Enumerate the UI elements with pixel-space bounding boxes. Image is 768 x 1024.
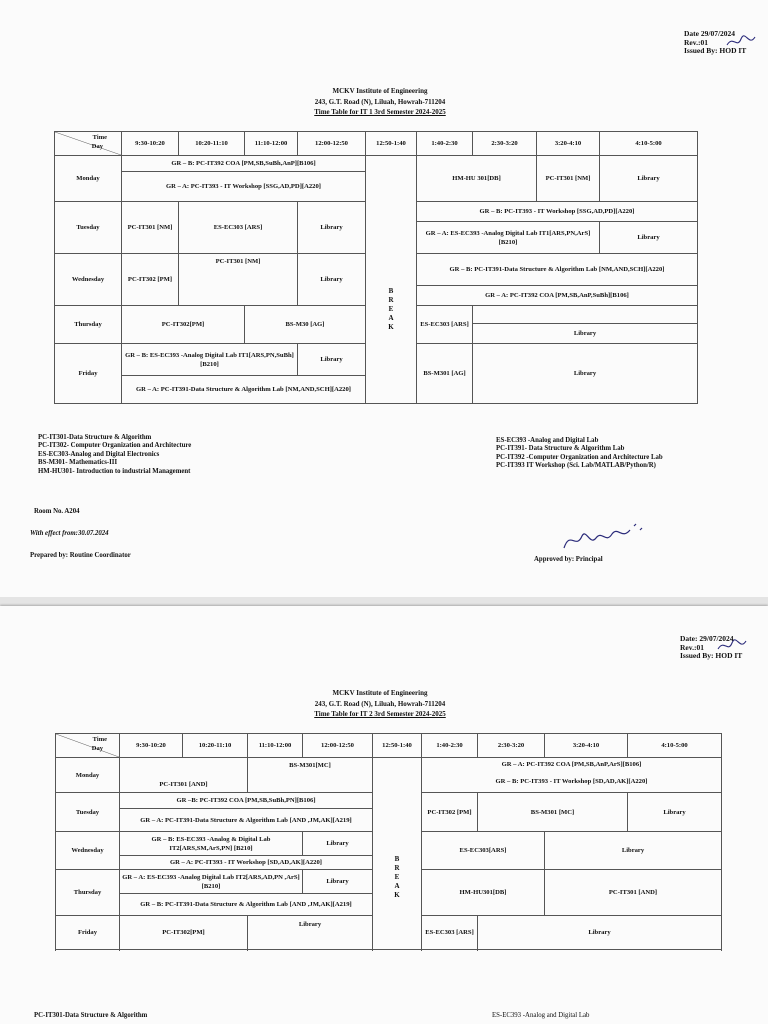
day-label: Monday [55, 156, 122, 202]
class-cell: Library [303, 832, 373, 856]
slot-header: 10:20-11:10 [183, 734, 248, 758]
lunch-break-column [373, 758, 422, 950]
class-cell: Library [545, 832, 722, 870]
class-cell: Library [600, 222, 698, 254]
class-cell: ES-EC303 [ARS] [422, 916, 478, 950]
timetable-title: Time Table for IT 1 3rd Semester 2024-2025 [314, 108, 446, 116]
corner-day: Day [91, 143, 103, 150]
legend-item: PC-IT302- Computer Organization and Architecture [38, 442, 192, 450]
date-label: Date: 29/07/2024 [680, 634, 734, 643]
class-cell: GR – A: PC-IT392 COA [PM,SB,AnP,SuBh][B106] [417, 286, 698, 306]
legend-item: HM-HU301- Introduction to industrial Management [38, 467, 191, 475]
legend-item: BS-M301- Mathematics-III [38, 459, 118, 467]
slot-header: 2:30-3:20 [473, 132, 537, 156]
slot-header: 9:30-10:20 [120, 734, 183, 758]
sheet-header [230, 688, 530, 720]
institute-address: 243, G.T. Road (N), Liluah, Howrah-711204 [314, 97, 446, 106]
class-cell: GR – B: PC-IT391-Data Structure & Algorithm Lab [NM,AND,SCH][A220] [417, 254, 698, 286]
class-cell: Library [628, 793, 722, 832]
day-label: Thursday [56, 870, 120, 916]
room-number: Room No. A204 [34, 508, 80, 515]
slot-header: 3:20-4:10 [545, 734, 628, 758]
class-cell: Library [298, 344, 366, 376]
class-cell: BS-M301 [MC] [478, 793, 628, 832]
subject-legend-right [492, 1012, 589, 1020]
institute-name: MCKV Institute of Engineering [332, 689, 428, 697]
timetable-sheet-it2 [0, 606, 768, 1024]
sheet-header [230, 86, 530, 118]
class-cell: Library [600, 156, 698, 202]
hod-signature [725, 33, 761, 51]
principal-signature [560, 520, 650, 556]
slot-header: 4:10-5:00 [628, 734, 722, 758]
break-letter: B [388, 287, 394, 295]
class-cell: Library [473, 344, 698, 404]
class-cell: PC-IT301 [NM] [179, 254, 298, 306]
class-cell: Library [298, 254, 366, 306]
class-cell: BS-M30 [AG] [245, 306, 366, 344]
class-cell: GR – B: ES-EC393 -Analog & Digital Lab IT2[ARS,SM,ArS,PN] [B210] [120, 832, 303, 856]
subject-legend-right [496, 437, 663, 471]
break-letter: A [394, 882, 400, 890]
class-cell: PC-IT301 [AND] [545, 870, 722, 916]
break-letter: E [388, 305, 394, 313]
slot-header: 12:50-1:40 [373, 734, 422, 758]
day-label: Monday [56, 758, 120, 793]
legend-item: PC-IT393 IT Workshop (Sci. Lab/MATLAB/Python/R) [496, 462, 656, 470]
break-letter: K [388, 323, 394, 331]
corner-day: Day [91, 745, 103, 752]
corner-cell [55, 132, 122, 156]
class-cell: PC-IT302[PM] [122, 306, 245, 344]
day-label: Thursday [55, 306, 122, 344]
prepared-by: Prepared by: Routine Coordinator [30, 552, 131, 559]
day-label: Friday [55, 344, 122, 404]
class-cell: GR – A: PC-IT391-Data Structure & Algorithm Lab [AND ,JM,AK][A219] [120, 809, 373, 832]
class-cell: GR – A: PC-IT391-Data Structure & Algorithm Lab [NM,AND,SCH][A220] [122, 376, 366, 404]
revision-label: Rev.:01 [680, 642, 704, 652]
slot-header: 10:20-11:10 [179, 132, 245, 156]
class-cell: GR – B: PC-IT391-Data Structure & Algorithm Lab [AND ,JM,AK][A219] [120, 894, 373, 916]
slot-header: 12:00-12:50 [303, 734, 373, 758]
class-cell: PC-IT302 [PM] [422, 793, 478, 832]
legend-item: PC-IT392 -Computer Organization and Architecture Lab [496, 453, 663, 461]
class-cell: BS-M301 [AG] [417, 344, 473, 404]
class-cell: GR – A: PC-IT393 - IT Workshop [SD,AD,AK][A220] [120, 856, 373, 870]
day-label: Wednesday [55, 254, 122, 306]
class-cell: PC-IT301 [AND] [120, 758, 248, 793]
effective-date: With effect from:30.07.2024 [30, 530, 109, 537]
class-cell: Library [298, 202, 366, 254]
class-cell: PC-IT301 [NM] [537, 156, 600, 202]
institute-address: 243, G.T. Road (N), Liluah, Howrah-711204 [314, 699, 446, 708]
subject-legend-left [38, 434, 191, 476]
class-cell: GR –B: PC-IT392 COA [PM,SB,SuBh,PN][B106] [120, 793, 373, 809]
class-cell: Library [473, 324, 698, 344]
class-cell: GR – B: ES-EC393 -Analog Digital Lab IT1[ARS,PN,SuBh] [B210] [122, 344, 298, 376]
subject-legend-left [34, 1012, 147, 1020]
institute-name: MCKV Institute of Engineering [332, 87, 428, 95]
class-cell: ES-EC303 [ARS] [417, 306, 473, 344]
break-letter: K [394, 891, 400, 899]
class-cell: PC-IT302 [PM] [122, 254, 179, 306]
legend-item: ES-EC393 -Analog and Digital Lab [496, 437, 599, 444]
legend-item: PC-IT391- Data Structure & Algorithm Lab [496, 445, 625, 453]
corner-time: Time [92, 736, 107, 743]
class-cell: GR – B: PC-IT393 - IT Workshop [SD,AD,AK][A220] [422, 771, 722, 793]
class-cell: BS-M301[MC] [248, 758, 373, 793]
class-cell: GR – B: PC-IT393 - IT Workshop [SSG,AD,PD][A220] [417, 202, 698, 222]
slot-header: 11:10-12:00 [248, 734, 303, 758]
class-cell: HM-HU301[DB] [422, 870, 545, 916]
break-letter: A [388, 314, 394, 322]
lunch-break-column [366, 156, 417, 404]
slot-header: 9:30-10:20 [122, 132, 179, 156]
slot-header: 1:40-2:30 [422, 734, 478, 758]
issued-by-label: Issued By: HOD IT [684, 46, 747, 56]
day-label: Tuesday [55, 202, 122, 254]
slot-header: 11:10-12:00 [245, 132, 298, 156]
class-cell: ES-EC303 [ARS] [179, 202, 298, 254]
corner-time: Time [92, 134, 107, 141]
slot-header: 2:30-3:20 [478, 734, 545, 758]
slot-header: 12:50-1:40 [366, 132, 417, 156]
class-cell: Library [478, 916, 722, 950]
issued-by-label: Issued By: HOD IT [680, 651, 743, 661]
class-cell: GR – A: PC-IT392 COA [PM,SB,AnP,ArS][B106] [422, 758, 722, 771]
class-cell: Library [248, 916, 373, 950]
hod-signature [716, 637, 752, 655]
timetable-title: Time Table for IT 2 3rd Semester 2024-2025 [314, 710, 446, 718]
class-cell: GR – A: PC-IT393 - IT Workshop [SSG,AD,PD][A220] [122, 172, 366, 202]
class-cell: GR – B: PC-IT392 COA [PM,SB,SuBh,AnP][B106] [122, 156, 366, 172]
class-cell: HM-HU 301[DB] [417, 156, 537, 202]
class-cell: GR – A: ES-EC393 -Analog Digital Lab IT2[ARS,AD,PN ,ArS] [B210] [120, 870, 303, 894]
class-cell: PC-IT301 [NM] [122, 202, 179, 254]
legend-item: ES-EC393 -Analog and Digital Lab [492, 1012, 590, 1019]
class-cell: PC-IT302[PM] [120, 916, 248, 950]
approved-by: Approved by: Principal [534, 556, 603, 563]
slot-header: 4:10-5:00 [600, 132, 698, 156]
break-letter: R [388, 296, 394, 304]
break-letter: E [394, 873, 400, 881]
timetable-grid [55, 733, 722, 950]
day-label: Wednesday [56, 832, 120, 870]
day-label: Tuesday [56, 793, 120, 832]
break-letter: B [394, 855, 400, 863]
legend-item: PC-IT301-Data Structure & Algorithm [38, 434, 152, 441]
revision-label: Rev.:01 [684, 37, 708, 47]
class-cell: ES-EC303[ARS] [422, 832, 545, 870]
class-cell: GR – A: ES-EC393 -Analog Digital Lab IT1[ARS,PN,ArS] [B210] [417, 222, 600, 254]
date-label: Date 29/07/2024 [684, 29, 736, 38]
break-letter: R [394, 864, 400, 872]
legend-item: ES-EC303-Analog and Digital Electronics [38, 450, 160, 458]
day-label: Friday [56, 916, 120, 950]
corner-cell [56, 734, 120, 758]
class-cell: Library [303, 870, 373, 894]
slot-header: 12:00-12:50 [298, 132, 366, 156]
empty-cell [473, 306, 698, 324]
legend-item: PC-IT301-Data Structure & Algorithm [34, 1012, 148, 1019]
slot-header: 1:40-2:30 [417, 132, 473, 156]
slot-header: 3:20-4:10 [537, 132, 600, 156]
timetable-grid [54, 131, 698, 404]
